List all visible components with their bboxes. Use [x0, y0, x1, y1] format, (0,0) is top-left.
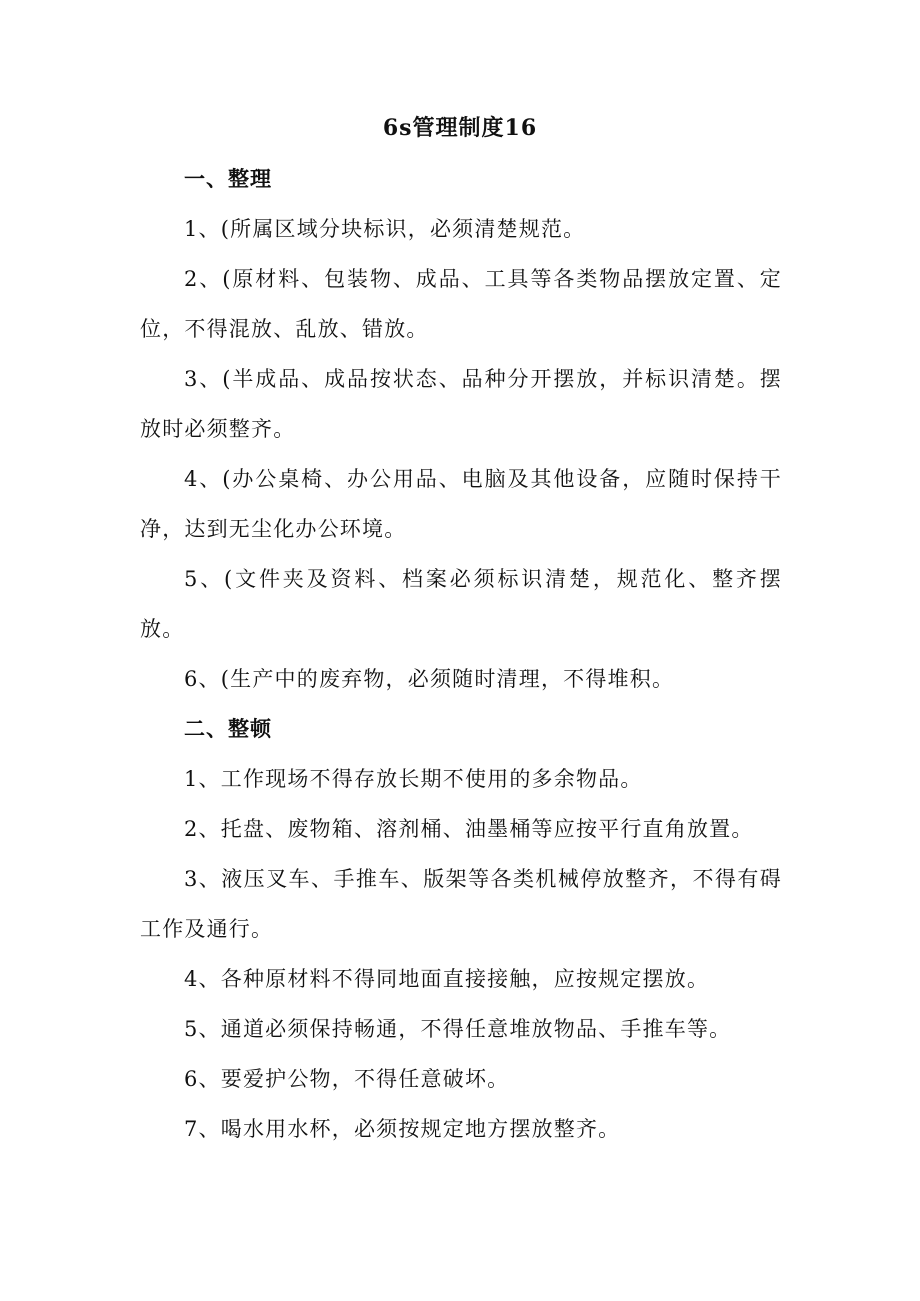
list-item: 1、工作现场不得存放长期不使用的多余物品。: [184, 767, 643, 791]
list-item: 2、托盘、废物箱、溶剂桶、油墨桶等应按平行直角放置。: [184, 817, 754, 841]
document-title: 6s管理制度16: [382, 115, 538, 141]
list-item: 2、(原材料、包装物、成品、工具等各类物品摆放定置、定位，不得混放、乱放、错放。: [140, 267, 782, 341]
list-item: 3、液压叉车、手推车、版架等各类机械停放整齐，不得有碍工作及通行。: [140, 867, 782, 941]
section-heading: 二、整顿: [184, 716, 272, 741]
list-item: 5、通道必须保持畅通，不得任意堆放物品、手推车等。: [184, 1017, 732, 1041]
document-body: [140, 154, 782, 1154]
section-seiri: [140, 154, 782, 704]
list-item: 6、(生产中的废弃物，必须随时清理，不得堆积。: [184, 667, 675, 691]
list-item: 5、(文件夹及资料、档案必须标识清楚，规范化、整齐摆放。: [140, 567, 782, 641]
list-item: 4、各种原材料不得同地面直接接触，应按规定摆放。: [184, 967, 710, 991]
list-item: 4、(办公桌椅、办公用品、电脑及其他设备，应随时保持干净，达到无尘化办公环境。: [140, 467, 782, 541]
list-item: 6、要爱护公物，不得任意破坏。: [184, 1067, 510, 1091]
list-item: 3、(半成品、成品按状态、品种分开摆放，并标识清楚。摆放时必须整齐。: [140, 367, 782, 441]
section-heading: 一、整理: [184, 166, 272, 191]
section-seiton: [140, 704, 782, 1154]
list-item: 1、(所属区域分块标识，必须清楚规范。: [184, 217, 586, 241]
list-item: 7、喝水用水杯，必须按规定地方摆放整齐。: [184, 1117, 621, 1141]
